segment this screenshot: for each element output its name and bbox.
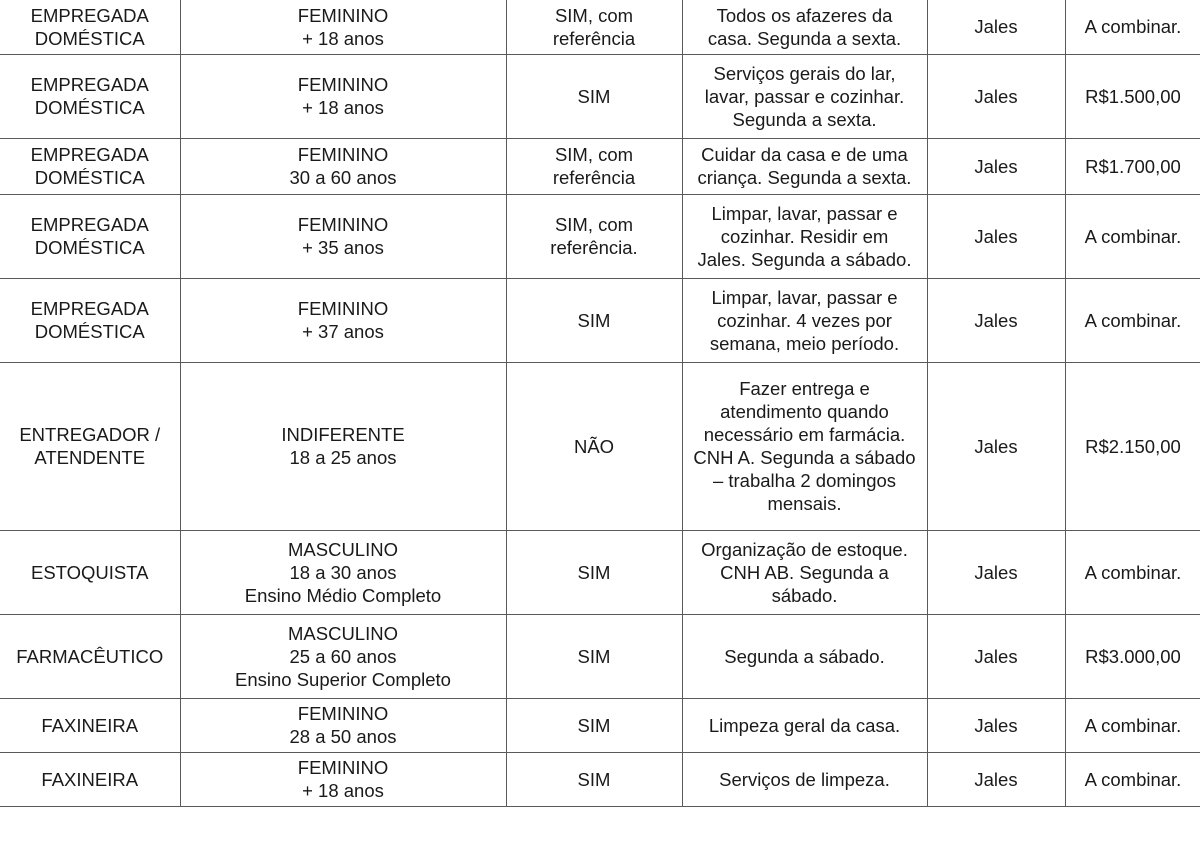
perfil-cell: INDIFERENTE 18 a 25 anos xyxy=(180,362,506,530)
table-row xyxy=(0,194,1200,278)
cidade-cell: Jales xyxy=(927,752,1065,806)
descricao-cell: Limpar, lavar, passar e cozinhar. Residir em Jales. Segunda a sábado. xyxy=(682,194,927,278)
table-row xyxy=(0,54,1200,138)
perfil-cell: FEMININO + 18 anos xyxy=(180,752,506,806)
salario-cell: R$1.700,00 xyxy=(1065,138,1200,194)
cargo-cell: FAXINEIRA xyxy=(0,698,180,752)
cargo-cell: EMPREGADA DOMÉSTICA xyxy=(0,278,180,362)
cidade-cell: Jales xyxy=(927,698,1065,752)
cidade-cell: Jales xyxy=(927,362,1065,530)
salario-cell: A combinar. xyxy=(1065,530,1200,614)
cidade-cell: Jales xyxy=(927,194,1065,278)
descricao-cell: Cuidar da casa e de uma criança. Segunda a sexta. xyxy=(682,138,927,194)
cargo-cell: EMPREGADA DOMÉSTICA xyxy=(0,194,180,278)
salario-cell: R$1.500,00 xyxy=(1065,54,1200,138)
salario-cell: A combinar. xyxy=(1065,698,1200,752)
experiencia-cell: SIM xyxy=(506,278,682,362)
perfil-cell: MASCULINO 18 a 30 anos Ensino Médio Completo xyxy=(180,530,506,614)
table-row xyxy=(0,614,1200,698)
experiencia-cell: NÃO xyxy=(506,362,682,530)
cargo-cell: EMPREGADA DOMÉSTICA xyxy=(0,54,180,138)
descricao-cell: Limpar, lavar, passar e cozinhar. 4 vezes por semana, meio período. xyxy=(682,278,927,362)
table-row xyxy=(0,362,1200,530)
cidade-cell: Jales xyxy=(927,0,1065,54)
experiencia-cell: SIM, com referência. xyxy=(506,194,682,278)
salario-cell: R$3.000,00 xyxy=(1065,614,1200,698)
salario-cell: R$2.150,00 xyxy=(1065,362,1200,530)
perfil-cell: FEMININO + 35 anos xyxy=(180,194,506,278)
salario-cell: A combinar. xyxy=(1065,752,1200,806)
perfil-cell: MASCULINO 25 a 60 anos Ensino Superior Completo xyxy=(180,614,506,698)
perfil-cell: FEMININO 28 a 50 anos xyxy=(180,698,506,752)
table-row xyxy=(0,278,1200,362)
experiencia-cell: SIM xyxy=(506,698,682,752)
descricao-cell: Serviços gerais do lar, lavar, passar e cozinhar. Segunda a sexta. xyxy=(682,54,927,138)
table-row xyxy=(0,530,1200,614)
perfil-cell: FEMININO 30 a 60 anos xyxy=(180,138,506,194)
cargo-cell: ESTOQUISTA xyxy=(0,530,180,614)
cidade-cell: Jales xyxy=(927,614,1065,698)
salario-cell: A combinar. xyxy=(1065,0,1200,54)
cidade-cell: Jales xyxy=(927,138,1065,194)
descricao-cell: Serviços de limpeza. xyxy=(682,752,927,806)
cidade-cell: Jales xyxy=(927,278,1065,362)
perfil-cell: FEMININO + 37 anos xyxy=(180,278,506,362)
experiencia-cell: SIM xyxy=(506,614,682,698)
descricao-cell: Todos os afazeres da casa. Segunda a sexta. xyxy=(682,0,927,54)
table-row xyxy=(0,752,1200,806)
descricao-cell: Limpeza geral da casa. xyxy=(682,698,927,752)
cidade-cell: Jales xyxy=(927,530,1065,614)
cargo-cell: ENTREGADOR / ATENDENTE xyxy=(0,362,180,530)
cargo-cell: FARMACÊUTICO xyxy=(0,614,180,698)
cargo-cell: FAXINEIRA xyxy=(0,752,180,806)
descricao-cell: Organização de estoque. CNH AB. Segunda a sábado. xyxy=(682,530,927,614)
experiencia-cell: SIM xyxy=(506,54,682,138)
salario-cell: A combinar. xyxy=(1065,194,1200,278)
table-row xyxy=(0,698,1200,752)
experiencia-cell: SIM, com referência xyxy=(506,0,682,54)
table-row xyxy=(0,0,1200,54)
perfil-cell: FEMININO + 18 anos xyxy=(180,54,506,138)
salario-cell: A combinar. xyxy=(1065,278,1200,362)
descricao-cell: Fazer entrega e atendimento quando necessário em farmácia. CNH A. Segunda a sábado – trabalha 2 domingos mensais. xyxy=(682,362,927,530)
cargo-cell: EMPREGADA DOMÉSTICA xyxy=(0,0,180,54)
perfil-cell: FEMININO + 18 anos xyxy=(180,0,506,54)
experiencia-cell: SIM xyxy=(506,530,682,614)
cargo-cell: EMPREGADA DOMÉSTICA xyxy=(0,138,180,194)
experiencia-cell: SIM, com referência xyxy=(506,138,682,194)
table-row xyxy=(0,138,1200,194)
experiencia-cell: SIM xyxy=(506,752,682,806)
descricao-cell: Segunda a sábado. xyxy=(682,614,927,698)
cidade-cell: Jales xyxy=(927,54,1065,138)
